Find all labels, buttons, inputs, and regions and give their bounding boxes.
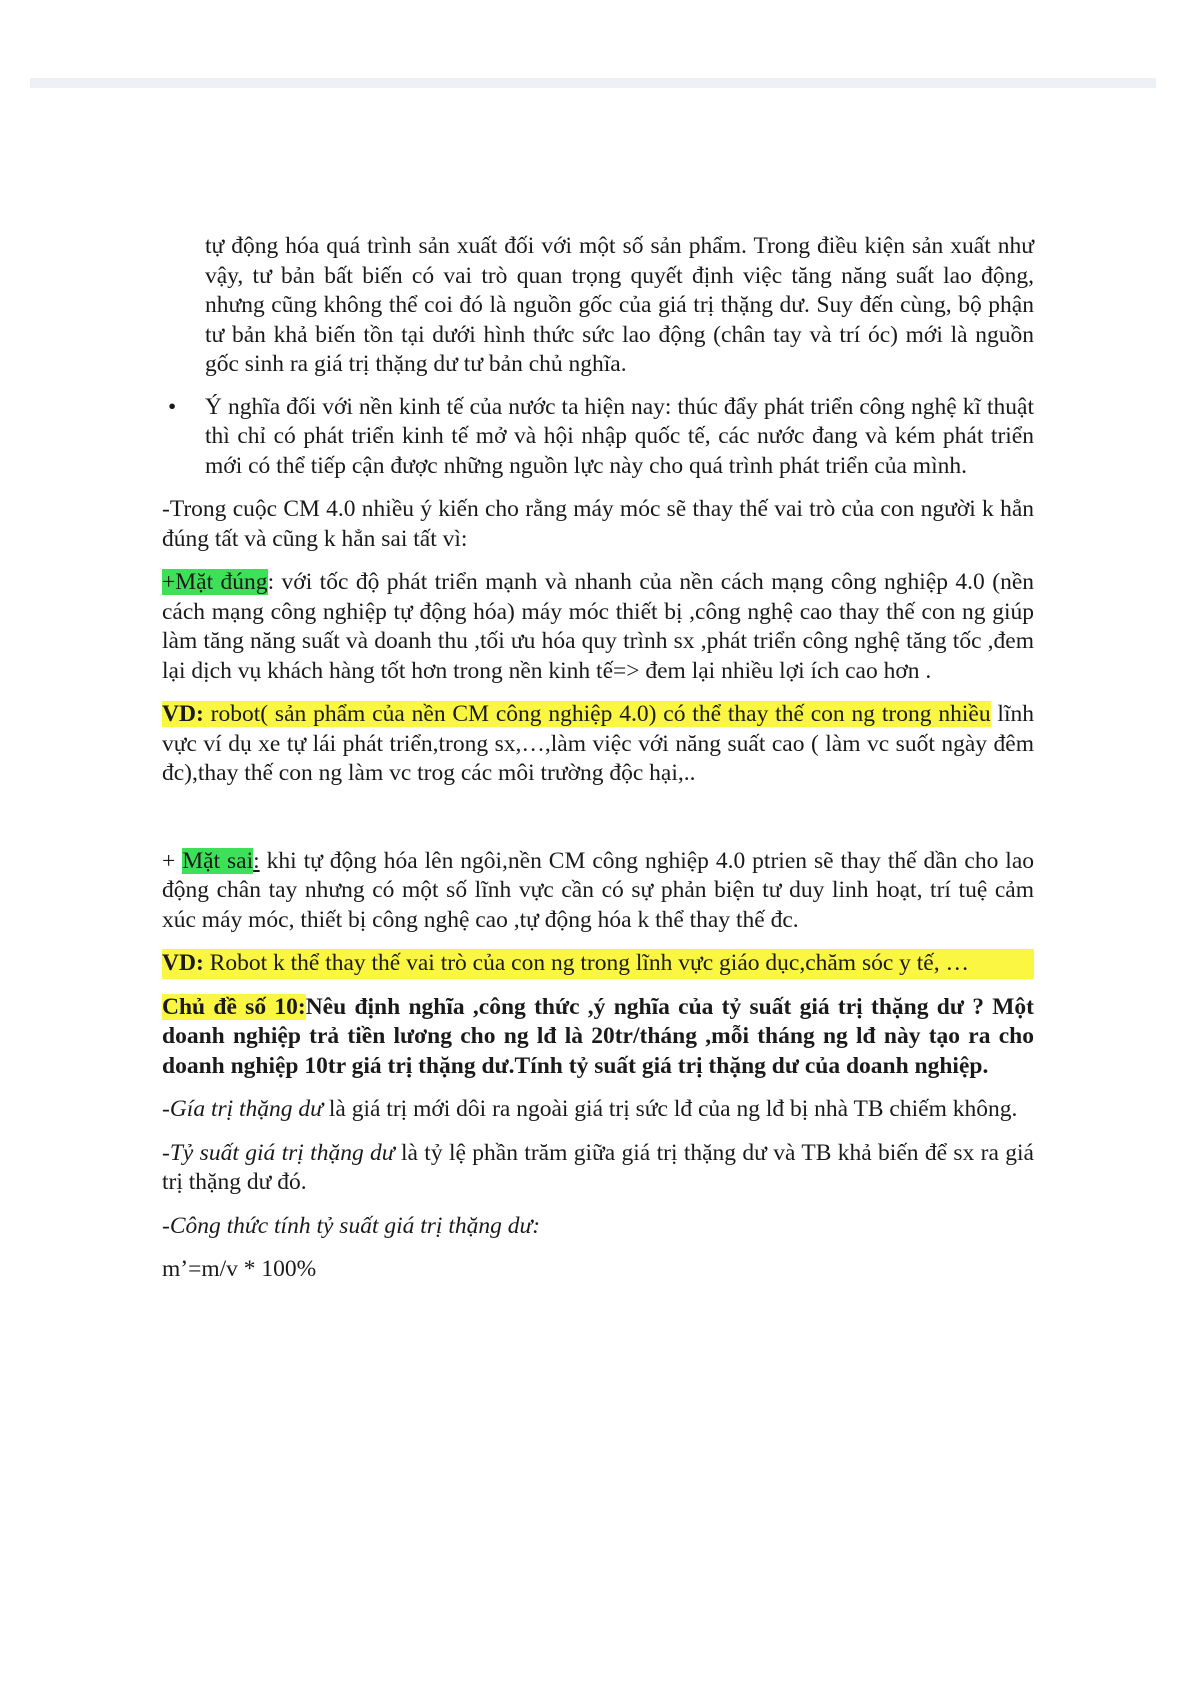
mat-dung-text: : với tốc độ phát triển mạnh và nhanh của nền cách mạng công nghiệp 4.0 (nền cách mạng công nghiệp tự động hóa) máy móc thiết bị ,công nghệ cao thay thế con ng giúp làm tăng năng suất và doanh thu ,tối ưu hóa quy trình sx ,phát triển công nghệ tăng tốc ,đem lại dịch vụ khách hàng tốt hơn trong nền kinh tế=> đem lại nhiều lợi ích cao hơn . bbox=[162, 569, 1035, 684]
mat-sai-text: khi tự động hóa lên ngôi,nền CM công nghiệp 4.0 ptrien sẽ thay thế dần cho lao động chân tay nhưng có một số lĩnh vực cần có sự phản biện tư duy linh hoạt, trí tuệ cảm xúc máy móc, thiết bị công nghệ cao ,tự động hóa k thể thay thế đc. bbox=[162, 847, 1034, 933]
mat-sai-label: Mặt sai bbox=[182, 847, 254, 874]
mat-sai-colon: : bbox=[253, 847, 260, 874]
mat-dung-paragraph bbox=[162, 568, 1034, 686]
def1-text: là giá trị mới dôi ra ngoài giá trị sức lđ của ng lđ bị nhà TB chiếm không. bbox=[323, 1096, 1018, 1122]
vd1-highlighted-text: robot( sản phẩm của nền CM công nghiệp 4.0) có thể thay thế con ng trong nhiều bbox=[203, 701, 991, 727]
bullet-dot: • bbox=[168, 393, 177, 420]
bullet-text: Ý nghĩa đối với nền kinh tế của nước ta hiện nay: thúc đẩy phát triển công nghệ kĩ thuật thì chỉ có phát triển kinh tế mở và hội nhập quốc tế, các nước đang và kém phát triển mới có thể tiếp cận được những nguồn lực này cho quá trình phát triển của mình. bbox=[205, 393, 1034, 479]
document-content bbox=[162, 232, 1034, 1285]
vd2-label: VD: bbox=[162, 950, 204, 976]
formula: m’=m/v * 100% bbox=[162, 1256, 317, 1282]
paragraph-continuation: tự động hóa quá trình sản xuất đối với một số sản phẩm. Trong điều kiện sản xuất như vậy, tư bản bất biến có vai trò quan trọng quyết định việc tăng năng suất lao động, nhưng cũng không thể coi đó là nguồn gốc của giá trị thặng dư. Suy đến cùng, bộ phận tư bản khả biến tồn tại dưới hình thức sức lao động (chân tay và trí óc) mới là nguồn gốc sinh ra giá trị thặng dư tư bản chủ nghĩa. bbox=[205, 233, 1034, 377]
vd2-paragraph bbox=[162, 949, 1034, 979]
page-top-strip bbox=[30, 78, 1156, 88]
definition-surplus-value bbox=[162, 1095, 1034, 1125]
vd1-text: lĩnh vực ví dụ xe tự lái phát triển,trong sx,…,làm việc với năng suất cao ( làm vc suốt ngày đêm đc),thay thế con ng làm vc trog các môi trường độc hại,.. bbox=[162, 701, 1034, 786]
topic10-paragraph bbox=[162, 993, 1034, 1082]
definition-rate-surplus-value bbox=[162, 1139, 1034, 1198]
formula-heading: -Công thức tính tỷ suất giá trị thặng dư: bbox=[162, 1212, 541, 1239]
mat-sai-prefix: + bbox=[162, 847, 183, 874]
def1-prefix: - bbox=[162, 1096, 170, 1122]
def2-text: là tỷ lệ phần trăm giữa giá trị thặng dư và TB khả biến để sx ra giá trị thặng dư đó. bbox=[162, 1139, 1034, 1195]
mat-sai-paragraph bbox=[162, 847, 1034, 936]
def2-prefix: - bbox=[162, 1139, 170, 1166]
topic10-label: Chủ đề số 10: bbox=[162, 993, 306, 1020]
topic10-text: Nêu định nghĩa ,công thức ,ý nghĩa của tỷ suất giá trị thặng dư ? Một doanh nghiệp trả tiền lương cho ng lđ là 20tr/tháng ,mỗi tháng ng lđ này tạo ra cho doanh nghiệp 10tr giá trị thặng dư.Tính tỷ suất giá trị thặng dư của doanh nghiệp. bbox=[162, 993, 1034, 1079]
def1-term: Gía trị thặng dư bbox=[169, 1096, 324, 1122]
bullet-item bbox=[162, 393, 1034, 482]
def2-term: Tỷ suất giá trị thặng dư bbox=[169, 1139, 395, 1166]
cm40-intro-paragraph: -Trong cuộc CM 4.0 nhiều ý kiến cho rằng máy móc sẽ thay thế vai trò của con người k hẳn đúng tất và cũng k hẳn sai tất vì: bbox=[162, 496, 1034, 552]
vd1-paragraph bbox=[162, 700, 1034, 789]
vd2-text: Robot k thể thay thế vai trò của con ng trong lĩnh vực giáo dục,chăm sóc y tế, … bbox=[203, 950, 969, 976]
vd1-label: VD: bbox=[162, 701, 204, 727]
mat-dung-label: +Mặt đúng bbox=[162, 569, 268, 595]
